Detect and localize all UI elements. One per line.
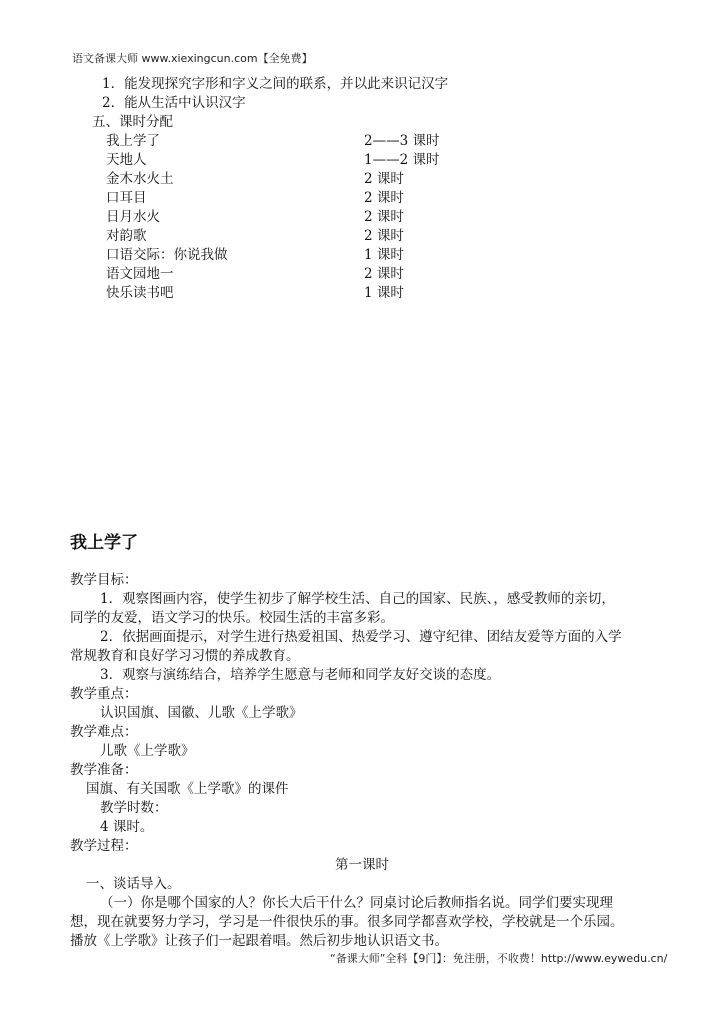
goal-line: 同学的友爱，语文学习的快乐。校园生活的丰富多彩。 bbox=[70, 610, 394, 626]
time-text: 4 课时。 bbox=[100, 819, 154, 835]
schedule-name: 我上学了 bbox=[106, 133, 160, 149]
goal-line: 1．能发现探究字形和字义之间的联系，并以此来识记汉字 bbox=[102, 76, 449, 92]
goal-line: 2．依据画面提示，对学生进行热爱祖国、热爱学习、遵守纪律、团结友爱等方面的入学 bbox=[100, 629, 622, 645]
schedule-hours: 2 课时 bbox=[364, 228, 404, 244]
schedule-row bbox=[106, 170, 404, 188]
schedule-hours: 2 课时 bbox=[364, 266, 404, 282]
goal-line: 1．观察图画内容，使学生初步了解学校生活、自己的国家、民族、，感受教师的亲切， bbox=[100, 591, 615, 607]
schedule-row bbox=[106, 227, 404, 245]
process-label: 教学过程： bbox=[70, 838, 138, 854]
schedule-name: 天地人 bbox=[106, 152, 147, 168]
schedule-name: 快乐读书吧 bbox=[106, 285, 174, 301]
schedule-row bbox=[106, 246, 404, 264]
difficulty-label: 教学难点： bbox=[70, 724, 138, 740]
goal-line: 常规教育和良好学习习惯的养成教育。 bbox=[70, 648, 300, 664]
goal-line: 3．观察与演练结合，培养学生愿意与老师和同学友好交谈的态度。 bbox=[100, 667, 501, 683]
page-header: 语文备课大师 www.xiexingcun.com【全免费】 bbox=[72, 52, 313, 65]
paragraph-line: （一）你是哪个国家的人？你长大后干什么？同桌讨论后教师指名说。同学们要实现理 bbox=[100, 895, 613, 911]
schedule-name: 口语交际：你说我做 bbox=[106, 247, 228, 263]
lesson-title: 我上学了 bbox=[70, 533, 138, 553]
schedule-row bbox=[106, 284, 404, 302]
schedule-row bbox=[106, 189, 404, 207]
schedule-name: 金木水火土 bbox=[106, 171, 174, 187]
schedule-row bbox=[106, 151, 440, 169]
schedule-row bbox=[106, 208, 404, 226]
schedule-row bbox=[106, 132, 440, 150]
schedule-hours: 2 课时 bbox=[364, 209, 404, 225]
schedule-row bbox=[106, 265, 404, 283]
key-text: 认识国旗、国徽、儿歌《上学歌》 bbox=[100, 705, 303, 721]
goals-label: 教学目标： bbox=[70, 572, 138, 588]
goal-line: 2．能从生活中认识汉字 bbox=[102, 95, 246, 111]
period-title: 第一课时 bbox=[335, 857, 389, 873]
schedule-name: 口耳目 bbox=[106, 190, 147, 206]
time-label: 教学时数： bbox=[100, 800, 168, 816]
schedule-hours: 2——3 课时 bbox=[364, 133, 440, 149]
difficulty-text: 儿歌《上学歌》 bbox=[100, 743, 195, 759]
key-label: 教学重点： bbox=[70, 686, 138, 702]
paragraph-line: 播放《上学歌》让孩子们一起跟着唱。然后初步地认识语文书。 bbox=[70, 933, 448, 949]
prep-label: 教学准备： bbox=[70, 762, 138, 778]
schedule-hours: 1——2 课时 bbox=[364, 152, 440, 168]
section-title: 五、课时分配 bbox=[92, 114, 173, 130]
schedule-hours: 2 课时 bbox=[364, 171, 404, 187]
schedule-hours: 1 课时 bbox=[364, 247, 404, 263]
prep-text: 国旗、有关国歌《上学歌》的课件 bbox=[86, 781, 289, 797]
schedule-name: 对韵歌 bbox=[106, 228, 147, 244]
schedule-hours: 1 课时 bbox=[364, 285, 404, 301]
schedule-hours: 2 课时 bbox=[364, 190, 404, 206]
paragraph-line: 想，现在就要努力学习，学习是一件很快乐的事。很多同学都喜欢学校，学校就是一个乐园。 bbox=[70, 914, 624, 930]
page-footer: “备课大师”全科【9门】：免注册，不收费！http://www.eywedu.cn/ bbox=[330, 952, 668, 965]
schedule-name: 日月水火 bbox=[106, 209, 160, 225]
schedule-name: 语文园地一 bbox=[106, 266, 174, 282]
step-title: 一、谈话导入。 bbox=[86, 876, 181, 892]
